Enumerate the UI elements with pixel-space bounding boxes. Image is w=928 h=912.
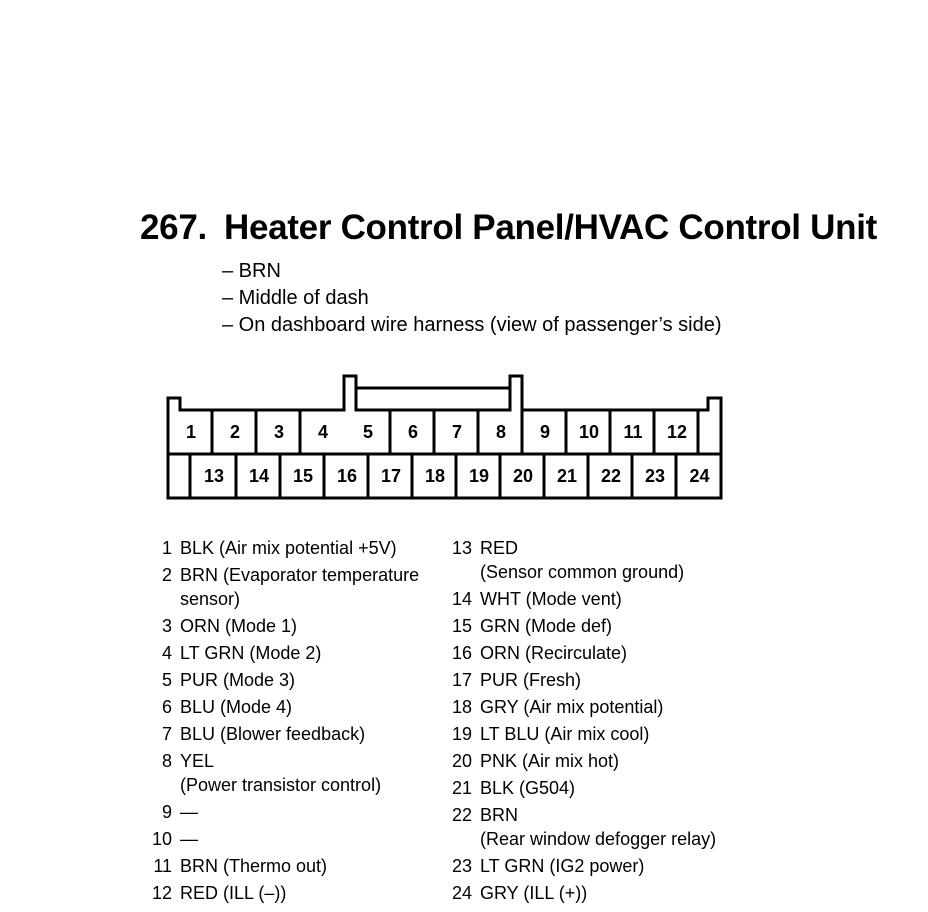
pin-description: YEL	[180, 751, 215, 771]
pin-number: 22	[451, 805, 472, 825]
pin-cavity-label: 10	[578, 422, 600, 442]
pin-description: WHT (Mode vent)	[480, 589, 622, 609]
pin-description: PUR (Fresh)	[480, 670, 582, 690]
note-harness: – On dashboard wire harness (view of passenger’s side)	[222, 314, 722, 336]
pin-description: PNK (Air mix hot)	[480, 751, 620, 771]
pin-description-continued: (Power transistor control)	[180, 775, 382, 795]
pin-description-continued: (Rear window defogger relay)	[480, 829, 717, 849]
pin-cavity-label: 3	[273, 422, 285, 442]
pin-cavity-label: 22	[600, 466, 622, 486]
pin-number: 15	[451, 616, 472, 636]
pin-cavity-label: 2	[229, 422, 241, 442]
pin-number: 6	[161, 697, 172, 717]
pin-number: 23	[451, 856, 472, 876]
pin-description: PUR (Mode 3)	[180, 670, 296, 690]
pin-number: 13	[451, 538, 472, 558]
pin-description: —	[180, 802, 198, 822]
pin-cavity-label: 4	[317, 422, 329, 442]
pin-description: ORN (Recirculate)	[480, 643, 628, 663]
title-text: Heater Control Panel/HVAC Control Unit	[224, 208, 877, 247]
pin-cavity-label: 16	[336, 466, 358, 486]
note-color: – BRN	[222, 260, 281, 282]
pin-description: LT GRN (Mode 2)	[180, 643, 322, 663]
pin-number: 14	[451, 589, 472, 609]
pin-number: 20	[451, 751, 472, 771]
pin-description: GRY (ILL (+))	[480, 883, 588, 903]
pin-cavity-label: 24	[689, 466, 710, 486]
pin-description-continued: (Sensor common ground)	[480, 562, 685, 582]
pin-description-continued: sensor)	[180, 589, 241, 609]
pin-number: 17	[451, 670, 472, 690]
title-number: 267.	[140, 208, 207, 247]
pin-cavity-label: 20	[512, 466, 534, 486]
pin-number: 11	[153, 856, 172, 876]
pin-description: BRN (Thermo out)	[180, 856, 328, 876]
pin-cavity-label: 8	[495, 422, 507, 442]
pin-description: BLK (G504)	[480, 778, 576, 798]
pin-number: 5	[161, 670, 172, 690]
pin-cavity-label: 19	[468, 466, 490, 486]
pin-cavity-label: 14	[248, 466, 270, 486]
pin-description: RED	[480, 538, 519, 558]
pin-cavity-label: 23	[644, 466, 666, 486]
pin-number: 9	[161, 802, 172, 822]
pin-number: 24	[451, 883, 472, 903]
pin-description: BLK (Air mix potential +5V)	[180, 538, 397, 558]
pin-cavity-label: 12	[666, 422, 688, 442]
pin-description: BLU (Mode 4)	[180, 697, 293, 717]
pin-number: 21	[451, 778, 472, 798]
pin-number: 4	[161, 643, 172, 663]
pin-description: LT BLU (Air mix cool)	[480, 724, 650, 744]
pin-cavity-label: 11	[623, 422, 643, 442]
pin-description: BRN	[480, 805, 519, 825]
pin-description: —	[180, 829, 198, 849]
pin-cavity-label: 9	[539, 422, 551, 442]
pin-description: GRY (Air mix potential)	[480, 697, 664, 717]
pin-cavity-label: 21	[556, 466, 578, 486]
pin-number: 12	[151, 883, 172, 903]
pin-number: 7	[161, 724, 172, 744]
pin-description: BLU (Blower feedback)	[180, 724, 366, 744]
pin-number: 1	[161, 538, 172, 558]
pin-number: 8	[161, 751, 172, 771]
pin-cavity-label: 7	[451, 422, 463, 442]
pin-number: 10	[151, 829, 172, 849]
pin-number: 19	[451, 724, 472, 744]
pin-cavity-label: 1	[185, 422, 197, 442]
pin-cavity-label: 6	[407, 422, 419, 442]
pin-cavity-label: 15	[292, 466, 314, 486]
pin-description: ORN (Mode 1)	[180, 616, 298, 636]
pin-number: 3	[161, 616, 172, 636]
pin-cavity-label: 18	[424, 466, 446, 486]
pin-number: 16	[451, 643, 472, 663]
pin-cavity-label: 13	[203, 466, 225, 486]
pin-number: 2	[161, 565, 172, 585]
pin-cavity-label: 5	[362, 422, 374, 442]
pin-cavity-label: 17	[380, 466, 402, 486]
pin-description: LT GRN (IG2 power)	[480, 856, 645, 876]
note-location: – Middle of dash	[222, 287, 369, 309]
pin-description: GRN (Mode def)	[480, 616, 613, 636]
pin-number: 18	[451, 697, 472, 717]
pin-description: BRN (Evaporator temperature	[180, 565, 420, 585]
pin-description: RED (ILL (–))	[180, 883, 287, 903]
